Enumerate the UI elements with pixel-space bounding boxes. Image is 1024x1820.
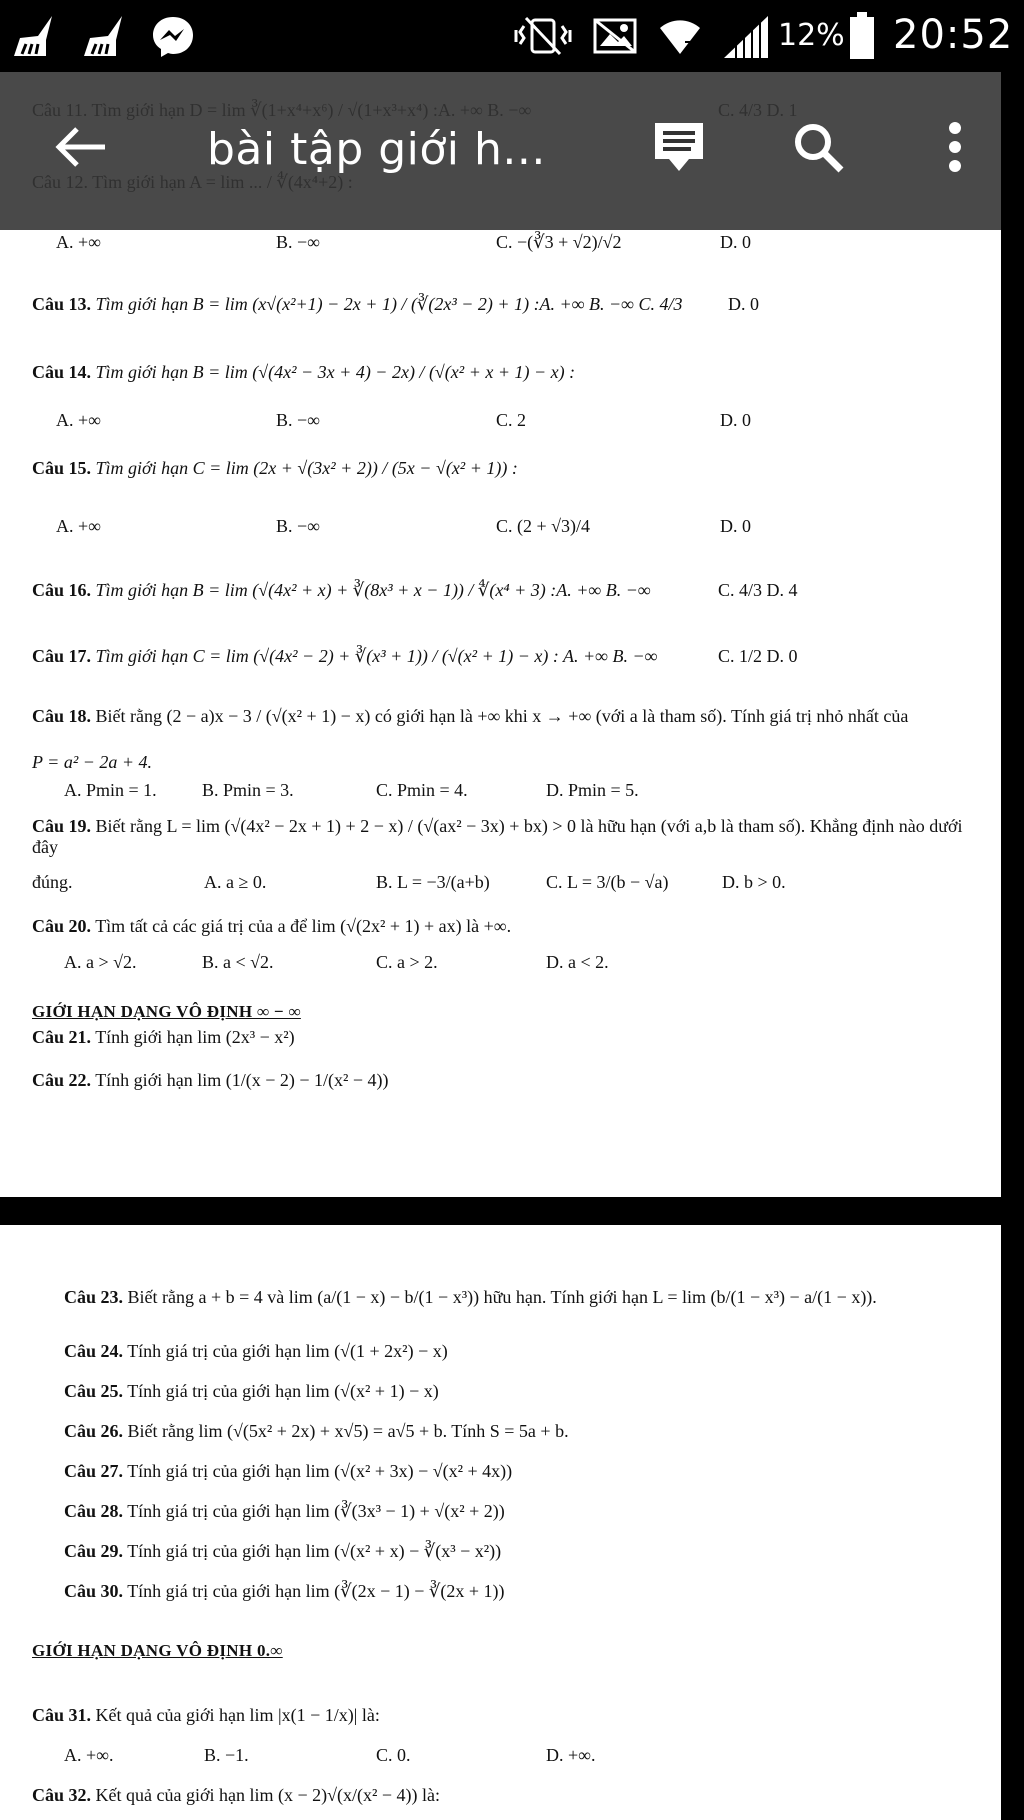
question-16-options: C. 4/3 D. 4 bbox=[718, 580, 798, 600]
question-15-options bbox=[0, 516, 1001, 540]
question-14-options bbox=[0, 410, 1001, 434]
question-31: Câu 31. Kết quả của giới hạn lim |x(1 − 1/x)| là: bbox=[32, 1705, 380, 1725]
option-a: A. Pmin = 1. bbox=[64, 780, 157, 800]
question-19-options bbox=[0, 872, 1001, 896]
option-a: A. +∞ bbox=[56, 232, 101, 252]
question-15: Câu 15. Tìm giới hạn C = lim (2x + √(3x² + 2)) / (5x − √(x² + 1)) : bbox=[32, 458, 518, 478]
status-bar bbox=[0, 0, 1024, 72]
question-22: Câu 22. Tính giới hạn lim (1/(x − 2) − 1/(x² − 4)) bbox=[32, 1070, 389, 1090]
question-17-options: C. 1/2 D. 0 bbox=[718, 646, 798, 666]
document-page-2 bbox=[0, 1225, 1001, 1820]
search-icon[interactable] bbox=[783, 112, 853, 182]
option-d: D. +∞. bbox=[546, 1745, 596, 1765]
question-28: Câu 28. Tính giá trị của giới hạn lim (∛(3x³ − 1) + √(x² + 2)) bbox=[64, 1501, 505, 1521]
question-27: Câu 27. Tính giá trị của giới hạn lim (√(x² + 3x) − √(x² + 4x)) bbox=[64, 1461, 513, 1481]
question-19-tail: đúng. bbox=[32, 872, 73, 892]
option-c: C. −(∛3 + √2)/√2 bbox=[496, 232, 622, 252]
question-26: Câu 26. Biết rằng lim (√(5x² + 2x) + x√5) = a√5 + b. Tính S = 5a + b. bbox=[64, 1421, 569, 1441]
option-c: C. 0. bbox=[376, 1745, 411, 1765]
question-18-options bbox=[0, 780, 1001, 804]
question-29: Câu 29. Tính giá trị của giới hạn lim (√(x² + x) − ∛(x³ − x²)) bbox=[64, 1541, 502, 1561]
section-heading: GIỚI HẠN DẠNG VÔ ĐỊNH ∞ − ∞ bbox=[32, 1002, 301, 1021]
question-17: Câu 17. Tìm giới hạn C = lim (√(4x² − 2) + ∛(x³ + 1)) / (√(x² + 1) − x) : A. +∞ B. −∞ bbox=[32, 646, 658, 666]
option-a: A. +∞ bbox=[56, 516, 101, 536]
option-a: A. +∞ bbox=[56, 410, 101, 430]
question-31-options bbox=[0, 1745, 1001, 1769]
question-24: Câu 24. Tính giá trị của giới hạn lim (√(1 + 2x²) − x) bbox=[64, 1341, 448, 1361]
no-image-icon bbox=[592, 16, 638, 60]
option-d: D. Pmin = 5. bbox=[546, 780, 639, 800]
cleaner-icon bbox=[12, 14, 62, 62]
question-21: Câu 21. Tính giới hạn lim (2x³ − x²) bbox=[32, 1027, 295, 1047]
option-d: D. b > 0. bbox=[722, 872, 786, 892]
back-arrow-icon[interactable] bbox=[46, 112, 116, 182]
signal-icon bbox=[722, 14, 770, 64]
option-c: C. 2 bbox=[496, 410, 527, 430]
option-b: B. −∞ bbox=[276, 232, 320, 252]
option-d: D. a < 2. bbox=[546, 952, 609, 972]
question-20-options bbox=[0, 952, 1001, 976]
option-d: D. 0 bbox=[720, 516, 751, 536]
vibrate-icon bbox=[512, 16, 574, 60]
battery-icon bbox=[848, 12, 876, 64]
option-b: B. L = −3/(a+b) bbox=[376, 872, 490, 892]
question-30: Câu 30. Tính giá trị của giới hạn lim (∛(2x − 1) − ∛(2x + 1)) bbox=[64, 1581, 505, 1601]
option-d: D. 0 bbox=[720, 232, 751, 252]
question-19: Câu 19. Biết rằng L = lim (√(4x² − 2x + 1) + 2 − x) / (√(ax² − 3x) + bx) > 0 là hữu hạn (với a,b là tham số). Khẳng định nào dưới đây bbox=[32, 816, 963, 857]
question-23: Câu 23. Biết rằng a + b = 4 và lim (a/(1 − x) − b/(1 − x³)) hữu hạn. Tính giới hạn L = lim (b/(1 − x³) − a/(1 − x)). bbox=[64, 1287, 877, 1307]
option-a: A. +∞. bbox=[64, 1745, 114, 1765]
option-a: A. a > √2. bbox=[64, 952, 137, 972]
question-16: Câu 16. Tìm giới hạn B = lim (√(4x² + x) + ∛(8x³ + x − 1)) / ∜(x⁴ + 3) :A. +∞ B. −∞ bbox=[32, 580, 651, 600]
question-12-options bbox=[0, 232, 1001, 256]
question-18-expression: P = a² − 2a + 4. bbox=[32, 752, 153, 772]
option-c: C. (2 + √3)/4 bbox=[496, 516, 591, 536]
option-c: C. a > 2. bbox=[376, 952, 438, 972]
option-b: B. −1. bbox=[204, 1745, 249, 1765]
option-d: D. 0 bbox=[720, 410, 751, 430]
option-b: B. a < √2. bbox=[202, 952, 274, 972]
question-20: Câu 20. Tìm tất cả các giá trị của a để lim (√(2x² + 1) + ax) là +∞. bbox=[32, 916, 512, 936]
option-a: A. a ≥ 0. bbox=[204, 872, 267, 892]
option-c: C. L = 3/(b − √a) bbox=[546, 872, 669, 892]
question-18: Câu 18. Biết rằng (2 − a)x − 3 / (√(x² + 1) − x) có giới hạn là +∞ khi x → +∞ (với a là tham số). Tính giá trị nhỏ nhất của bbox=[32, 706, 909, 726]
question-14: Câu 14. Tìm giới hạn B = lim (√(4x² − 3x + 4) − 2x) / (√(x² + x + 1) − x) : bbox=[32, 362, 576, 382]
question-25: Câu 25. Tính giá trị của giới hạn lim (√(x² + 1) − x) bbox=[64, 1381, 439, 1401]
messenger-icon bbox=[150, 14, 196, 64]
document-page-1 bbox=[0, 72, 1001, 1197]
question-32: Câu 32. Kết quả của giới hạn lim (x − 2)√(x/(x² − 4)) là: bbox=[32, 1785, 441, 1805]
battery-percent: 12% bbox=[778, 18, 845, 53]
app-bar bbox=[0, 72, 1001, 230]
question-13: Câu 13. Tìm giới hạn B = lim (x√(x²+1) − 2x + 1) / (∛(2x³ − 2) + 1) :A. +∞ B. −∞ C. 4/3 bbox=[32, 294, 683, 314]
question-13-option-d: D. 0 bbox=[728, 294, 759, 314]
option-c: C. Pmin = 4. bbox=[376, 780, 468, 800]
clock: 20:52 bbox=[893, 12, 1014, 58]
option-b: B. −∞ bbox=[276, 516, 320, 536]
option-b: B. Pmin = 3. bbox=[202, 780, 294, 800]
cleaner-icon bbox=[82, 14, 132, 62]
wifi-icon bbox=[655, 10, 705, 64]
notes-icon[interactable] bbox=[644, 112, 714, 182]
document-title: bài tập giới h... bbox=[207, 124, 546, 175]
more-vertical-icon[interactable] bbox=[920, 112, 990, 182]
section-heading: GIỚI HẠN DẠNG VÔ ĐỊNH 0.∞ bbox=[32, 1641, 283, 1660]
option-b: B. −∞ bbox=[276, 410, 320, 430]
